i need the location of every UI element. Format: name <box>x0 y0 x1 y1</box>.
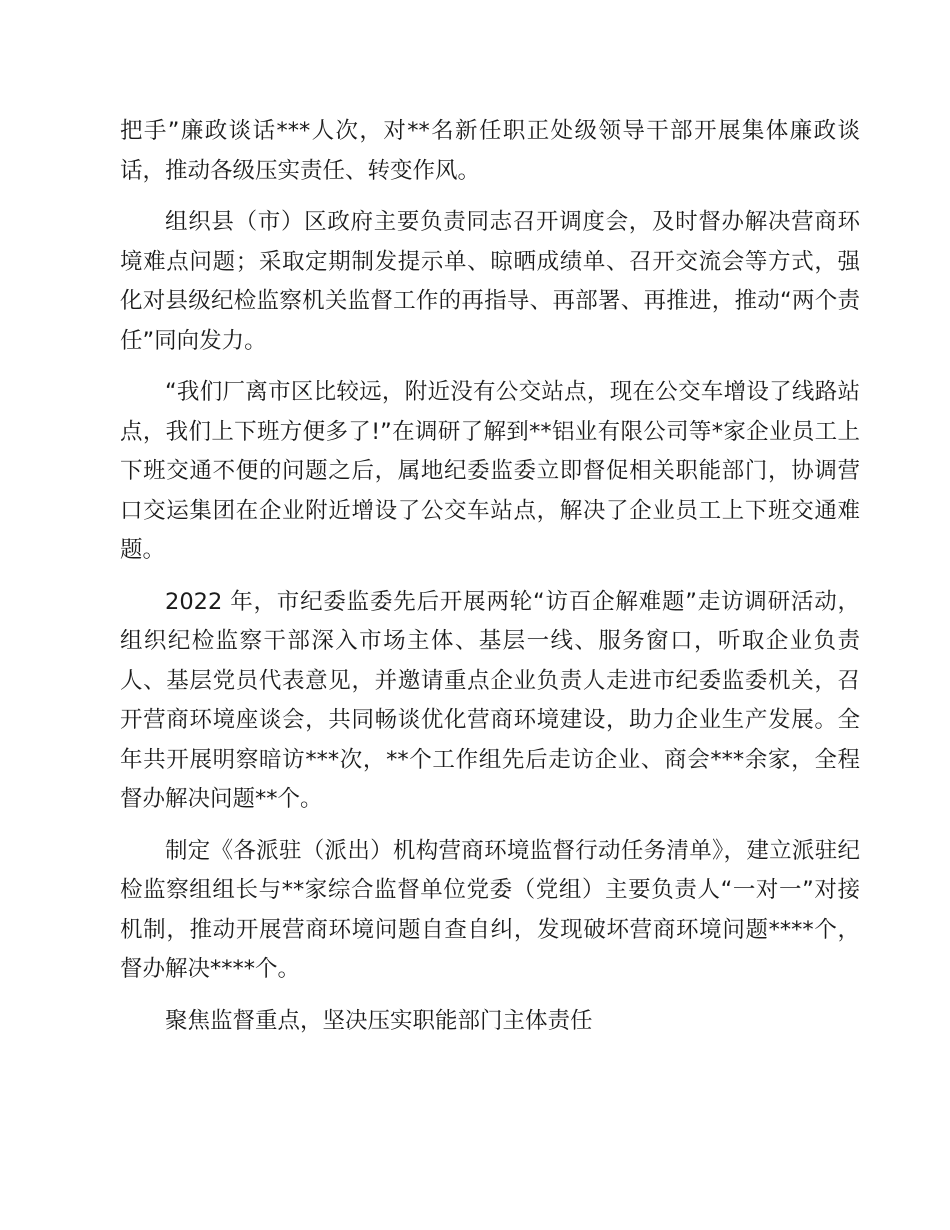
paragraph-6: 聚焦监督重点，坚决压实职能部门主体责任 <box>165 1007 593 1034</box>
paragraph-5: 制定《各派驻（派出）机构营商环境监督行动任务清单》，建立派驻纪检监察组组长与**家综合监督单位党委（党组）主要负责人“一对一”对接机制，推动开展营商环境问题自查自纠，发现破坏营商环境问题****个，督办解决****个。 <box>120 837 860 982</box>
paragraph-3: “我们厂离市区比较远，附近没有公交站点，现在公交车增设了线路站点，我们上下班方便多了!”在调研了解到**铝业有限公司等*家企业员工上下班交通不便的问题之后，属地纪委监委立即督促相关职能部门，协调营口交运集团在企业附近增设了公交车站点，解决了企业员工上下班交通难题。 <box>120 379 860 563</box>
paragraph-2: 组织县（市）区政府主要负责同志召开调度会，及时督办解决营商环境难点问题；采取定期制发提示单、晾晒成绩单、召开交流会等方式，强化对县级纪检监察机关监督工作的再指导、再部署、再推进，推动“两个责任”同向发力。 <box>120 209 860 354</box>
document-body <box>120 112 860 1053</box>
paragraph-1: 把手”廉政谈话***人次，对**名新任职正处级领导干部开展集体廉政谈话，推动各级压实责任、转变作风。 <box>120 118 860 184</box>
paragraph-4: 2022 年，市纪委监委先后开展两轮“访百企解难题”走访调研活动，组织纪检监察干部深入市场主体、基层一线、服务窗口，听取企业负责人、基层党员代表意见，并邀请重点企业负责人走进市纪委监委机关，召开营商环境座谈会，共同畅谈优化营商环境建设，助力企业生产发展。全年共开展明察暗访***次，**个工作组先后走访企业、商会***余家，全程督办解决问题**个。 <box>120 588 860 812</box>
